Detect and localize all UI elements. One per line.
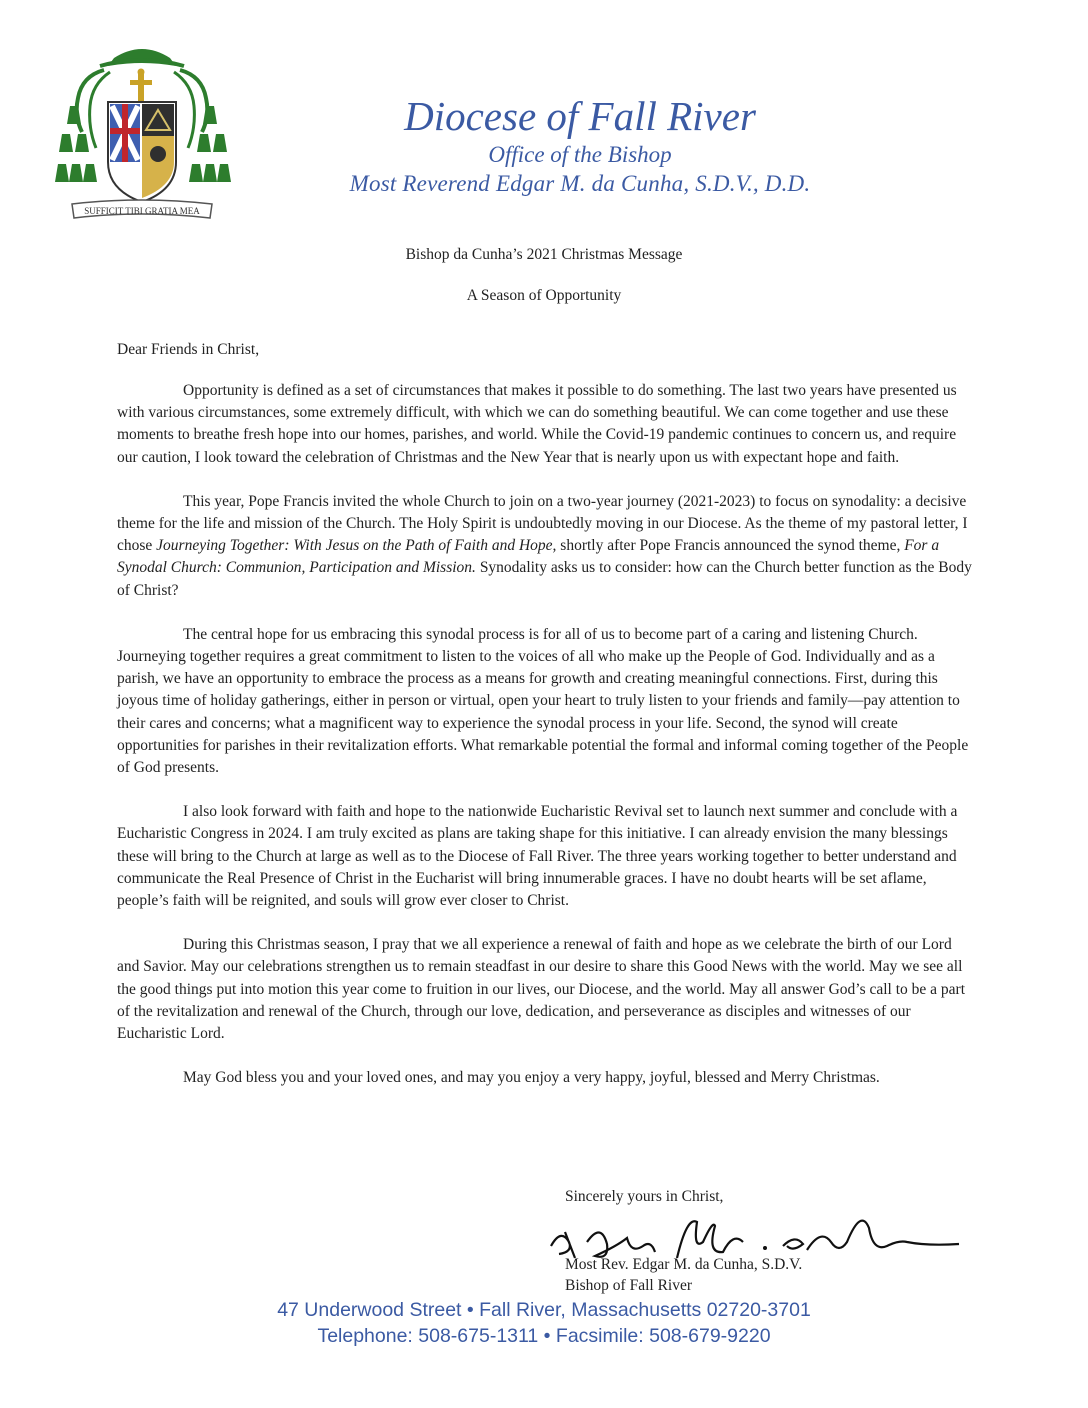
paragraph-5: During this Christmas season, I pray that we all experience a renewal of faith and hope as we celebrate the birth of our Lord and Savior. May our celebrations strengthen us to remain steadfast in our desire to share this Good News with the world. May we see all the good things put into motion this year come to fruition in our lives, our Diocese, and the world. May all answer God’s call to be a part of the revitalization and renewal of the Church, through our love, dedication, and perseverance as disciples and witnesses of our Eucharistic Lord. (117, 936, 966, 1043)
paragraph-3: The central hope for us embracing this synodal process is for all of us to become part of a caring and listening Church. Journeying together requires a great commitment to listen to the voices of all who make up the People of God. Individually and as a parish, we have an opportunity to embrace the process as a means for growth and creating meaningful connections. First, during this joyous time of holiday gatherings, either in person or virtual, open your heart to truly listen to your friends and family—pay attention to their cares and concerns; what a magnificent way to experience the synodal process in your life. Second, the synod will create opportunities for parishes in their revitalization efforts. What remarkable potential the formal and informal coming together of the People of God presents. (117, 625, 969, 777)
paragraph-2-text: Synodality asks us to consider: how can the Church better function as the Body of Christ? (117, 559, 972, 599)
crest-motto: SUFFICIT TIBI GRATIA MEA (84, 206, 200, 216)
signer-name: Most Rev. Edgar M. da Cunha, S.D.V. (565, 1256, 803, 1273)
letterhead-bishop-name: Most Reverend Edgar M. da Cunha, S.D.V., D.D. (349, 171, 811, 196)
synod-theme-title: For a Synodal Church: Communion, Participation and Mission. (117, 537, 940, 577)
letter-body (117, 380, 975, 1111)
paragraph-4: I also look forward with faith and hope to the nationwide Eucharistic Revival set to launch next summer and conclude with a Eucharistic Congress in 2024. I am truly excited as plans are taking shape for this initiative. I can already envision the many blessings these will bring to the Church at large as well as to the Diocese of Fall River. The three years working together to better understand and communicate the Real Presence of Christ in the Eucharist will bring innumerable graces. I have no doubt hearts will be set aflame, people’s faith will be reignited, and souls will grow ever closer to Christ. (117, 803, 958, 910)
paragraph-6: May God bless you and your loved ones, and may you enjoy a very happy, joyful, blessed and Merry Christmas. (183, 1069, 880, 1087)
paragraph-2 (117, 491, 975, 602)
letterhead-title: Diocese of Fall River (404, 93, 756, 139)
signer-title: Bishop of Fall River (565, 1277, 693, 1294)
pastoral-letter-title: Journeying Together: With Jesus on the Path of Faith and Hope, (156, 537, 557, 555)
footer-address: 47 Underwood Street • Fall River, Massachusetts 02720-3701 (277, 1299, 811, 1321)
paragraph-1: Opportunity is defined as a set of circumstances that makes it possible to do something. The last two years have presented us with various circumstances, some extremely difficult, with which we can do something beautiful. We can come together and use these moments to breathe fresh hope into our homes, parishes, and world. While the Covid-19 pandemic continues to concern us, and require our caution, I look toward the celebration of Christmas and the New Year that is nearly upon us with expectant hope and faith. (117, 382, 957, 466)
footer-phone: Telephone: 508-675-1311 • Facsimile: 508-679-9220 (317, 1325, 771, 1347)
salutation: Dear Friends in Christ, (117, 341, 260, 358)
message-title: Bishop da Cunha’s 2021 Christmas Message (405, 246, 683, 263)
letterhead-office: Office of the Bishop (488, 142, 672, 167)
closing: Sincerely yours in Christ, (565, 1188, 724, 1205)
paragraph-2-text: shortly after Pope Francis announced the synod theme, (556, 537, 905, 555)
paragraph-2-text: This year, Pope Francis invited the whole Church to join on a two-year journey (2021-2023) to focus on synodality: a decisive theme for the life and mission of the Church. The Holy Spirit is undoubtedly moving in our Diocese. As the theme of my pastoral letter, I chose (117, 492, 968, 555)
message-subtitle: A Season of Opportunity (466, 287, 622, 304)
